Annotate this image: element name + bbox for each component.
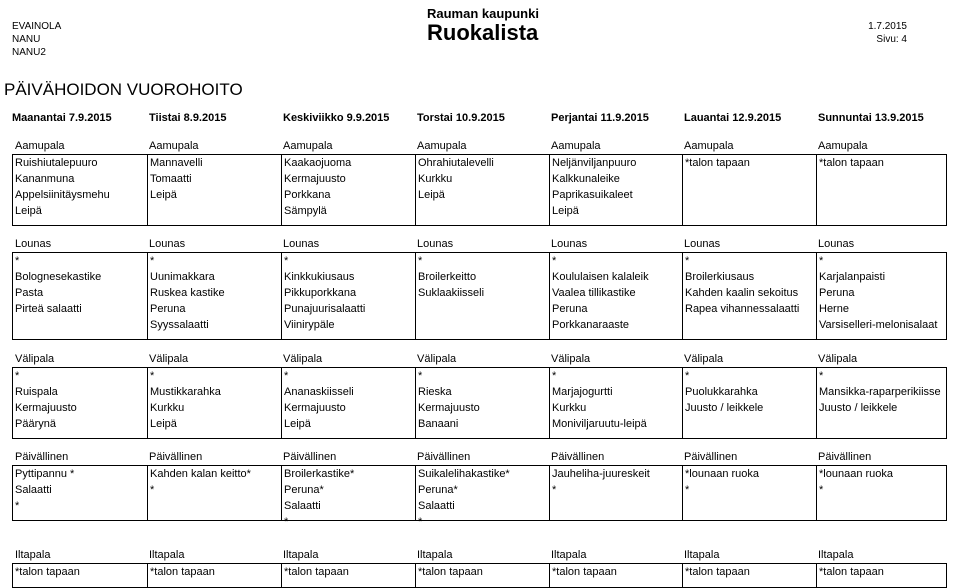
day-column [816, 466, 948, 520]
day-column [147, 253, 281, 339]
day-column [682, 253, 816, 339]
menu-item: Neljänviljanpuuro [552, 157, 637, 169]
menu-item: Broilerkiusaus [685, 271, 755, 283]
meal-label: Lounas [818, 238, 855, 250]
menu-item: *talon tapaan [552, 566, 617, 578]
meal-label: Aamupala [551, 140, 601, 152]
day-column [549, 564, 682, 587]
menu-item: Karjalanpaisti [819, 271, 886, 283]
meal-label-row [0, 549, 959, 563]
menu-item: *lounaan ruoka [819, 468, 894, 480]
meal-label: Päivällinen [417, 451, 471, 463]
meal-label: Päivällinen [283, 451, 337, 463]
menu-item: * [284, 255, 289, 267]
menu-item: Päärynä [15, 418, 56, 430]
menu-item: Vaalea tillikastike [552, 287, 636, 299]
menu-item: * [15, 500, 20, 512]
menu-item: Bolognesekastike [15, 271, 102, 283]
meal-label: Aamupala [818, 140, 868, 152]
menu-item: * [284, 370, 289, 382]
menu-item: * [819, 255, 824, 267]
day-column [13, 253, 147, 339]
meal-label: Päivällinen [818, 451, 872, 463]
menu-item: Leipä [150, 189, 177, 201]
meal-label: Iltapala [283, 549, 319, 561]
menu-item: * [819, 370, 824, 382]
menu-item: Koululaisen kalaleik [552, 271, 649, 283]
menu-item: *talon tapaan [15, 566, 80, 578]
menu-item: Peruna [150, 303, 186, 315]
menu-item: Mansikka-raparperikiisse [819, 386, 941, 398]
meal-label-row [0, 238, 959, 252]
meal-label: Iltapala [684, 549, 720, 561]
meal-label-row [0, 451, 959, 465]
menu-item: Mannavelli [150, 157, 203, 169]
company-name: Rauman kaupunki [427, 6, 539, 21]
menu-item: *lounaan ruoka [685, 468, 760, 480]
meal-label: Lounas [417, 238, 454, 250]
meal-label: Välipala [417, 353, 457, 365]
meal-label: Lounas [149, 238, 186, 250]
day-column [147, 155, 281, 225]
meal-label: Välipala [551, 353, 591, 365]
day-column [549, 368, 682, 438]
menu-item: Tomaatti [150, 173, 192, 185]
menu-item: Ohrahiutalevelli [418, 157, 494, 169]
meal-label: Iltapala [551, 549, 587, 561]
menu-item: Uunimakkara [150, 271, 215, 283]
day-header: Keskiviikko 9.9.2015 [283, 112, 390, 124]
menu-item: Leipä [15, 205, 42, 217]
menu-item: Leipä [418, 189, 445, 201]
menu-item: *talon tapaan [819, 566, 884, 578]
day-column [415, 466, 549, 528]
meal-label: Aamupala [283, 140, 333, 152]
menu-item: Leipä [150, 418, 177, 430]
menu-item: Kinkkukiusaus [284, 271, 355, 283]
day-header: Tiistai 8.9.2015 [149, 112, 227, 124]
menu-item: Salaatti [15, 484, 52, 496]
menu-item: Ruskea kastike [150, 287, 225, 299]
day-header: Maanantai 7.9.2015 [12, 112, 112, 124]
menu-item: Syyssalaatti [150, 319, 209, 331]
menu-item: Juusto / leikkele [685, 402, 764, 414]
menu-item: Broilerkeitto [418, 271, 477, 283]
menu-item: Ruispala [15, 386, 58, 398]
meal-label: Välipala [149, 353, 189, 365]
menu-item: Jauheliha-juureskeit [552, 468, 650, 480]
menu-item: Viinirypäle [284, 319, 335, 331]
menu-item: Porkkanaraaste [552, 319, 630, 331]
day-column [147, 466, 281, 520]
day-column [281, 466, 415, 528]
menu-item: Ruishiutalepuuro [15, 157, 98, 169]
day-column [13, 466, 147, 520]
menu-item: * [685, 370, 690, 382]
menu-item: *talon tapaan [418, 566, 483, 578]
meal-label: Aamupala [684, 140, 734, 152]
meal-label: Päivällinen [684, 451, 738, 463]
menu-item: Ananaskiisseli [284, 386, 354, 398]
menu-item: Kahden kalan keitto* [150, 468, 251, 480]
menu-item: Peruna [552, 303, 588, 315]
day-header: Torstai 10.9.2015 [417, 112, 505, 124]
menu-item: Leipä [552, 205, 579, 217]
menu-item: Mustikkarahka [150, 386, 221, 398]
meal-label-row [0, 140, 959, 154]
menu-item: Pasta [15, 287, 44, 299]
menu-item: Herne [819, 303, 849, 315]
menu-item: Kermajuusto [15, 402, 77, 414]
day-column [816, 564, 948, 587]
menu-item: Kermajuusto [284, 402, 346, 414]
day-column [13, 368, 147, 438]
meal-label: Aamupala [149, 140, 199, 152]
meal-box [12, 563, 947, 588]
menu-item: *talon tapaan [284, 566, 349, 578]
day-column [281, 564, 415, 587]
day-column [682, 155, 816, 225]
menu-item: Peruna* [284, 484, 324, 496]
menu-item: * [418, 255, 423, 267]
day-column [549, 466, 682, 520]
day-header: Sunnuntai 13.9.2015 [818, 112, 924, 124]
menu-item: Salaatti [284, 500, 321, 512]
meal-label: Lounas [283, 238, 320, 250]
menu-item: Peruna* [418, 484, 458, 496]
menu-item: Porkkana [284, 189, 331, 201]
section-title: PÄIVÄHOIDON VUOROHOITO [4, 80, 243, 99]
menu-item: Juusto / leikkele [819, 402, 898, 414]
day-column [415, 253, 549, 339]
day-column [682, 466, 816, 520]
menu-item: Kalkkunaleike [552, 173, 620, 185]
day-column [816, 155, 948, 225]
menu-item: Varsiselleri-melonisalaat [819, 319, 938, 331]
day-column [13, 564, 147, 587]
menu-item: *talon tapaan [150, 566, 215, 578]
menu-item: Salaatti [418, 500, 455, 512]
menu-item: Rieska [418, 386, 452, 398]
meal-label: Aamupala [417, 140, 467, 152]
menu-item: Suklaakiisseli [418, 287, 485, 299]
header-date: 1.7.2015 [868, 21, 907, 32]
meal-label: Välipala [684, 353, 724, 365]
day-column [682, 564, 816, 587]
menu-item: * [418, 516, 423, 528]
menu-item: Pyttipannu * [15, 468, 75, 480]
day-column [415, 368, 549, 438]
menu-item: Kurkku [150, 402, 185, 414]
meal-label-row [0, 353, 959, 367]
day-column [816, 253, 948, 339]
menu-item: Pirteä salaatti [15, 303, 82, 315]
menu-item: Banaani [418, 418, 459, 430]
meal-label: Iltapala [818, 549, 854, 561]
menu-item: Kermajuusto [418, 402, 480, 414]
meal-box [12, 465, 947, 528]
meal-label: Välipala [283, 353, 323, 365]
day-column [415, 564, 549, 587]
meal-label: Lounas [15, 238, 52, 250]
menu-item: * [150, 484, 155, 496]
header-right-block [868, 20, 907, 46]
day-column [147, 564, 281, 587]
menu-item: *talon tapaan [819, 157, 884, 169]
menu-item: Pikkuporkkana [284, 287, 357, 299]
day-header: Perjantai 11.9.2015 [551, 112, 649, 124]
day-header: Lauantai 12.9.2015 [684, 112, 782, 124]
menu-item: Moniviljaruutu-leipä [552, 418, 647, 430]
day-column [415, 155, 549, 225]
menu-item: Kermajuusto [284, 173, 346, 185]
meal-box [12, 252, 947, 340]
day-column [549, 253, 682, 339]
header-unit-line-1: EVAINOLA [12, 21, 62, 32]
menu-item: Punajuurisalaatti [284, 303, 366, 315]
menu-item: * [685, 484, 690, 496]
meal-label: Iltapala [149, 549, 185, 561]
menu-item: * [15, 370, 20, 382]
day-header-row [0, 112, 959, 126]
menu-item: * [552, 484, 557, 496]
menu-item: * [552, 370, 557, 382]
menu-item: Marjajogurtti [552, 386, 613, 398]
menu-item: Leipä [284, 418, 311, 430]
day-column [549, 155, 682, 225]
menu-item: Peruna [819, 287, 855, 299]
meal-label: Lounas [551, 238, 588, 250]
menu-item: *talon tapaan [685, 566, 750, 578]
day-column [281, 155, 415, 225]
menu-item: Sämpylä [284, 205, 327, 217]
menu-item: * [150, 255, 155, 267]
day-column [816, 368, 948, 438]
menu-item: * [150, 370, 155, 382]
meal-label: Iltapala [15, 549, 51, 561]
header-unit-line-3: NANU2 [12, 47, 46, 58]
meal-label: Päivällinen [551, 451, 605, 463]
menu-item: Puolukkarahka [685, 386, 758, 398]
meal-box [12, 367, 947, 439]
header-left-block [12, 20, 61, 59]
menu-item: Suikalelihakastike* [418, 468, 510, 480]
day-column [281, 368, 415, 438]
page-title: Ruokalista [427, 20, 539, 45]
header-unit-line-2: NANU [12, 34, 41, 45]
meal-label: Aamupala [15, 140, 65, 152]
day-column [281, 253, 415, 339]
menu-item: Broilerkastike* [284, 468, 355, 480]
menu-item: * [284, 516, 289, 528]
header-page-number: Sivu: 4 [876, 34, 907, 45]
day-column [147, 368, 281, 438]
meal-label: Päivällinen [149, 451, 203, 463]
menu-item: Rapea vihannessalaatti [685, 303, 800, 315]
menu-item: * [418, 370, 423, 382]
menu-item: Paprikasuikaleet [552, 189, 633, 201]
menu-item: * [552, 255, 557, 267]
menu-item: * [685, 255, 690, 267]
meal-box [12, 154, 947, 226]
meal-label: Lounas [684, 238, 721, 250]
day-column [682, 368, 816, 438]
menu-item: * [15, 255, 20, 267]
menu-item: Kananmuna [15, 173, 75, 185]
menu-item: * [819, 484, 824, 496]
menu-item: Kurkku [552, 402, 587, 414]
menu-item: Kaakaojuoma [284, 157, 352, 169]
menu-item: Kurkku [418, 173, 453, 185]
meal-label: Päivällinen [15, 451, 69, 463]
day-column [13, 155, 147, 225]
meal-label: Välipala [15, 353, 55, 365]
menu-item: Kahden kaalin sekoitus [685, 287, 799, 299]
menu-item: *talon tapaan [685, 157, 750, 169]
meal-label: Välipala [818, 353, 858, 365]
menu-item: Appelsiinitäysmehu [15, 189, 110, 201]
meal-label: Iltapala [417, 549, 453, 561]
